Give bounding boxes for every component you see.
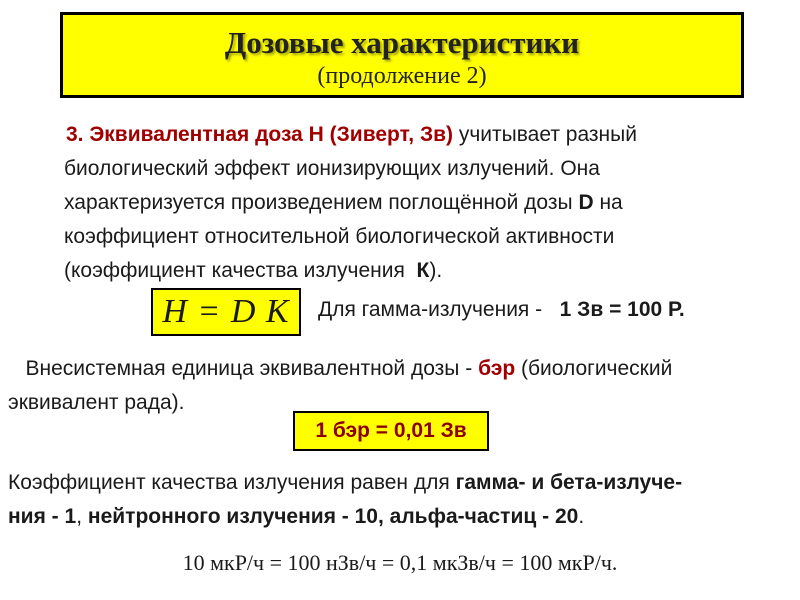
gamma-beta-value: ния - 1 xyxy=(8,505,77,528)
para1-line1 xyxy=(64,118,754,152)
para3-end: . xyxy=(578,505,585,528)
para1-line2: биологический эффект ионизирующих излучений. Она xyxy=(64,157,600,180)
neutron-alpha-values: нейтронного излучения - 10, альфа-частиц - 20 xyxy=(87,505,579,528)
gamma-text: Для гамма-излучения - xyxy=(318,298,543,321)
ber-conversion-box: 1 бэр = 0,01 Зв xyxy=(293,411,489,451)
para1-line3-end: на xyxy=(599,191,623,214)
gamma-value: 1 Зв = 100 Р. xyxy=(559,298,685,321)
formula-box: H = D K xyxy=(151,288,301,336)
para3-sep: , xyxy=(76,505,83,528)
para1-text: учитывает разный xyxy=(458,123,637,146)
para1-line5 xyxy=(64,254,754,288)
para3-text: Коэффициент качества излучения равен для xyxy=(8,471,450,494)
para2-text-end: (биологический xyxy=(521,357,673,380)
para1-line3-text: характеризуется произведением поглощённой дозы xyxy=(64,191,573,214)
para2-text: Внесистемная единица эквивалентной дозы - xyxy=(25,357,473,380)
equivalent-dose-term: Эквивалентная доза Н (Зиверт, Зв) xyxy=(89,123,454,146)
unit-conversion-line: 10 мкР/ч = 100 нЗв/ч = 0,1 мкЗв/ч = 100 мкР/ч. xyxy=(182,550,618,575)
para1-line5-end: ). xyxy=(429,259,443,282)
d-symbol: D xyxy=(578,191,594,214)
para3-line2 xyxy=(8,500,798,534)
gamma-beta-term: гамма- и бета-излуче- xyxy=(455,471,683,494)
para1-line4: коэффициент относительной биологической активности xyxy=(64,225,615,248)
ber-paragraph xyxy=(8,352,793,420)
page-subtitle: (продолжение 2) xyxy=(317,63,487,89)
title-box xyxy=(60,12,744,98)
para1-line3 xyxy=(64,186,754,220)
para1-line5-text: (коэффициент качества излучения xyxy=(64,259,405,282)
equivalent-dose-paragraph xyxy=(64,118,754,288)
quality-factor-paragraph xyxy=(8,466,798,534)
k-symbol: К xyxy=(416,259,430,282)
item-number: 3. xyxy=(66,123,84,146)
para2-line1 xyxy=(8,352,793,386)
page-title: Дозовые характеристики xyxy=(224,25,580,60)
para2-line2: эквивалент рада). xyxy=(8,391,185,414)
para3-line1 xyxy=(8,466,798,500)
gamma-conversion xyxy=(318,295,685,325)
ber-term: бэр xyxy=(478,357,516,380)
